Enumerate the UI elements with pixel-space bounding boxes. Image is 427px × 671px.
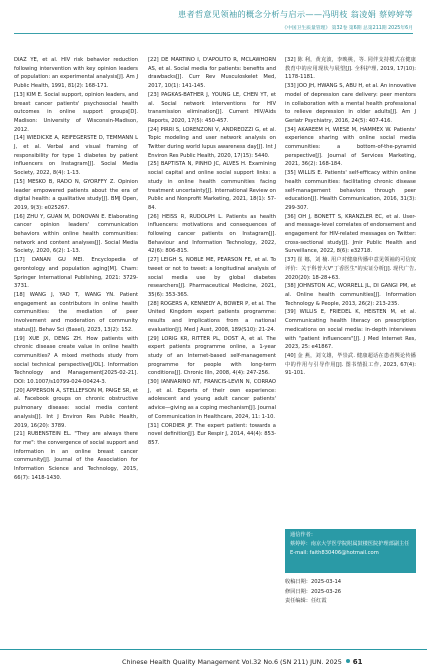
journal-meta: 《中国卫生质量管理》 第32卷 第6期 总第211期 2025年6月 xyxy=(282,26,413,31)
reference-item: [40] 金 燕，刘文雄，毕崇武. 健康超话在患者舆论传播中的作用与引导作用[J]. 图书情报工作, 2023, 67(4): 91-101. xyxy=(285,352,416,377)
references-column-3 xyxy=(285,56,416,378)
reference-item: [19] XUE JX, DENG ZH. How patients with chronic disease create value in online health communities? A mixed methods study from social technical perspective[J/OL]. Information Technology and Management[2025-02-21]. DOI: 10.1007/s10799-024-00424-3. xyxy=(14,335,138,386)
corresponding-author-box xyxy=(285,529,416,573)
revised-date: 修回日期：2025-03-26 xyxy=(285,588,342,595)
reference-item: [28] ROGERS A, KENNEDY A, BOWER P, et al. The United Kingdom expert patients programme: results and implications from a national evaluation[J]. Med J Aust, 2008, 189(S10): 21-24. xyxy=(148,300,276,333)
reference-item: [17] DANAN GU MEI. Encyclopedia of gerontology and population aging[M]. Cham: Springer International Publishing, 2021: 3729-3731. xyxy=(14,257,138,290)
reference-item: [13] KIM E. Social support, opinion leaders, and breast cancer patients' psychosocial health outcomes in online support groups[D]. Madison: University of Wisconsin-Madison, 2012. xyxy=(14,91,138,133)
footer-text xyxy=(122,658,363,666)
reference-item: [18] WANG J, YAO T, WANG YN. Patient engagement as contributors in online health communities: the mediation of peer involvement and moderation of community status[J]. Behav Sci (Basel), 2023, 13(2): 152. xyxy=(14,291,138,333)
responsible-editor: 责任编辑：任红霞 xyxy=(285,598,327,604)
reference-item: [27] LEIGH S, NOBLE ME, PEARSON FE, et al. To tweet or not to tweet: a longitudinal analysis of social media use by global diabetes researchers[J]. Pharmaceutical Medicine, 2021, 35(6): 353-365. xyxy=(148,257,276,298)
reference-item: [24] PIRRI S, LORENZONI V, ANDREOZZI G, et al. Topic modeling and user network analysis on Twitter during world lupus awareness day[J]. Int J Environ Res Public Health, 2020, 17(15): 5440. xyxy=(148,126,276,159)
reference-item: [20] APPERSON A, STELLEFSON M, PAIGE SR, et al. Facebook groups on chronic obstructive pulmonary disease: social media content analysis[J]. Int J Environ Res Public Health, 2019, 16(20): 3789. xyxy=(14,387,138,429)
reference-item: [37] 崔 娜，刘 楠. 用户对健康传播中意见领袖的可信度评价：关于科普大V"丁香医生"的实证分析[J]. 现代广告, 2020(20): 18-28+63. xyxy=(285,257,416,281)
reference-item: [23] PAGKAS-BATHER J, YOUNG LE, CHEN YT, et al. Social network interventions for HIV transmission elimination[J]. Current HIV/Aids Reports, 2020, 17(5): 450-457. xyxy=(148,91,276,124)
reference-item: [15] MESKO B, RADO N, GYORFFY Z. Opinion leader empowered patients about the era of digital health: a qualitative study[J]. BMJ Open, 2019, 9(3): e025267. xyxy=(14,178,138,211)
article-dates xyxy=(285,578,416,607)
page-header xyxy=(0,0,427,46)
reference-item: DIAZ YE, et al. HIV risk behavior reduction following intervention with key opinion leaders of population: an experimental analysis[J]. Am J Public Health, 1991, 81(2): 168-171. xyxy=(14,57,138,90)
reference-item: [32] 陈 利，黄克波，李映桃，等. 同伴支持模式在健康教育中的应用现状与展望[J]. 全科护理, 2019, 17(10): 1178-1181. xyxy=(285,57,416,81)
reference-item: [22] DE MARTINO I, D'APOLITO R, MCLAWHORN AS, et al. Social media for patients: benefits and drawbacks[J]. Curr Rev Musculoskelet Med, 2017, 10(1): 141-145. xyxy=(148,57,276,90)
references-column-1 xyxy=(14,56,138,482)
reference-item: [25] BAPTISTA N, PINHO JC, ALVES H. Examining social capital and online social support links: a study in online health communities facing treatment uncertainty[J]. International Review on Public and Nonprofit Marketing, 2021, 18(1): 57-84. xyxy=(148,161,276,211)
reference-item: [21] RUBENSTEIN EL. "They are always there for me": the convergence of social support and information in an online breast cancer community[J]. Journal of the Association for Information Science and Technology, 2015, 66(7): 1418-1430. xyxy=(14,431,138,481)
references-column-2 xyxy=(148,56,276,448)
running-title: 患者哲意见领袖的概念分析与启示——冯明枝 翁凌娟 蔡婷婷等 xyxy=(178,9,413,19)
reference-item: [30] IANNARINO NT, FRANCIS-LEVIN N, CORRAO J, et al. Experts of their own experience: adolescent and young adult cancer patients' advice—giving as a coping mechanism[J]. Journal of Communication in Healthcare, 2024, 11: 1-10. xyxy=(148,379,276,420)
reference-item: [16] ZHU Y, GUAN M, DONOVAN E. Elaborating cancer opinion leaders' communication behaviors within online health communities: network and content analyses[J]. Social Media Society, 2020, 6(2): 1-13. xyxy=(14,213,138,255)
reference-item: [38] JOHNSTON AC, WORRELL JL, DI GANGI PM, et al. Online health communities[J]. Information Technology & People, 2013, 26(2): 213-235. xyxy=(285,283,416,307)
reference-item: [39] WILLIS E, FRIEDEL K, HEISTEN M, et al. Communicating health literacy on prescription medications on social media: in-depth interviews with "patient influencers"[J]. J Med Internet Res, 2023, 25: e41867. xyxy=(285,309,416,351)
reference-item: [14] WIEDICKE A, REIFEGERSTE D, TEMMANN L J, et al. Verbal and visual framing of responsibility for type 1 diabetes by patient influencers on Instagram[J]. Social Media Society, 2022, 8(4): 1-13. xyxy=(14,135,138,177)
reference-item: [26] HEISS R, RUDOLPH L. Patients as health influencers: motivations and consequences of following cancer patients on Instagram[J]. Behaviour and Information Technology, 2022, 42(6): 806-815. xyxy=(148,213,276,255)
journal-citation: Chinese Health Quality Management Vol.32 No.6 (SN 211) JUN. 2025 xyxy=(122,658,342,666)
reference-item: [31] CORDIER JF. The expert patient: towards a novel definition[J]. Eur Respir J, 2014, 44(4): 853-857. xyxy=(148,422,276,446)
reference-item: [33] JOO JH, HWANG S, ABU H, et al. An innovative model of depression care delivery: peer mentors in collaboration with a mental health professional to relieve depression in older adults[J]. Am J Geriatr Psychiatry, 2016, 24(5): 407-416. xyxy=(285,83,417,124)
reference-item: [34] AKAREEM H, WIESE M, HAMMEX W. Patients' experience sharing with online social media communities: a bottom-of-the-pyramid perspective[J]. Journal of Services Marketing, 2021, 36(2): 168-184. xyxy=(285,126,416,168)
received-date: 收稿日期：2025-03-14 xyxy=(285,579,342,585)
page-footer xyxy=(0,649,427,671)
info-email[interactable]: E-mail: faith830406@hotmail.com xyxy=(290,550,379,556)
bullet-icon xyxy=(346,659,350,663)
page-number: 61 xyxy=(352,658,363,666)
reference-item: [29] LORIG KR, RITTER PL, DOST A, et al. The expert patients programme online, a 1-year study of an Internet-based self-management programme for people with long-term conditions[J]. Chronic Illn, 2008, 4(4): 247-256. xyxy=(148,335,276,377)
reference-item: [36] OH J, BONETT S, KRANZLER EC, et al. User- and message-level correlates of endorsement and engagement for HIV-related messages on Twitter: cross-sectional study[J]. Jmir Public Health and Surveillance, 2022, 8(6): e32718. xyxy=(285,213,416,255)
info-label: 通信作者： xyxy=(290,532,316,538)
header-rule xyxy=(14,33,413,34)
footer-rule xyxy=(0,649,427,650)
reference-item: [35] WILLIS E. Patients' self-efficacy within online health communities: facilitating chronic disease self-management behaviors through peer education[J]. Health Communication, 2016, 31(3): 299-307. xyxy=(285,170,416,211)
info-author: 蔡婷婷：南京大学医学院附属鼓楼医院护理部副主任 xyxy=(290,541,410,547)
